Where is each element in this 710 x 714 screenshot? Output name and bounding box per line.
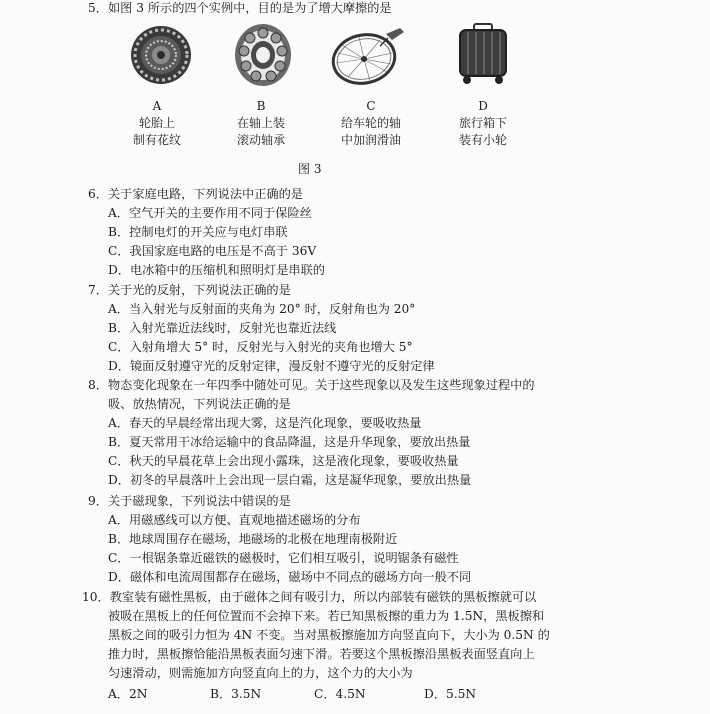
bearing-icon — [232, 22, 294, 88]
q10-option-c: C．4.5N — [314, 687, 366, 701]
q5-item-c: C 给车轮的轴 中加润滑油 — [340, 99, 401, 147]
q7-option-c: C．入射角增大 5° 时，反射光与入射光的夹角也增大 5° — [108, 340, 413, 354]
q10-option-d: D．5.5N — [424, 687, 477, 701]
q7-option-b: B．入射光靠近法线时，反射光也靠近法线 — [108, 321, 337, 335]
q6-option-b: B．控制电灯的开关应与电灯串联 — [108, 225, 288, 239]
q6-option-c: C．我国家庭电路的电压是不高于 36V — [108, 244, 317, 258]
q5-stem: 5．如图 3 所示的四个实例中，目的是为了增大摩擦的是 — [88, 1, 392, 15]
q8-option-d: D．初冬的早晨落叶上会出现一层白霜，这是凝华现象，要放出热量 — [108, 473, 472, 487]
q5-item-d: D 旅行箱下 装有小轮 — [458, 99, 507, 147]
q6-stem: 6．关于家庭电路，下列说法中正确的是 — [88, 187, 303, 201]
q7-option-a: A．当入射光与反射面的夹角为 20° 时，反射角也为 20° — [108, 302, 416, 316]
suitcase-icon — [454, 22, 514, 86]
tire-icon — [128, 24, 194, 86]
q10-stem-line2: 被吸在黑板上的任何位置而不会掉下来。若已知黑板擦的重力为 1.5N，黑板擦和 — [108, 609, 545, 623]
q9-option-d: D．磁体和电流周围都存在磁场，磁场中不同点的磁场方向一般不同 — [108, 570, 472, 584]
q8-option-c: C．秋天的早晨花草上会出现小露珠，这是液化现象，要吸收热量 — [108, 454, 459, 468]
q9-option-b: B．地球周围存在磁场，地磁场的北极在地理南极附近 — [108, 532, 398, 546]
q10-stem-line3: 黑板之间的吸引力恒为 4N 不变。当对黑板擦施加方向竖直向下，大小为 0.5N 的 — [108, 628, 550, 642]
q10-stem-line5: 匀速滑动，则需施加方向竖直向上的力，这个力的大小为 — [108, 666, 413, 680]
q6-option-a: A．空气开关的主要作用不同于保险丝 — [108, 206, 312, 220]
figure-title: 图 3 — [298, 162, 322, 176]
q5-item-b: B 在轴上装 滚动轴承 — [236, 99, 285, 147]
q10-option-a: A．2N — [108, 687, 148, 701]
q10-stem-line4: 推力时，黑板擦恰能沿黑板表面匀速下滑。若要这个黑板擦沿黑板表面竖直向上 — [108, 647, 535, 661]
q9-option-a: A．用磁感线可以方便、直观地描述磁场的分布 — [108, 513, 361, 527]
q8-option-a: A．春天的早晨经常出现大雾，这是汽化现象，要吸收热量 — [108, 416, 422, 430]
q8-stem-line1: 8．物态变化现象在一年四季中随处可见。关于这些现象以及发生这些现象过程中的 — [88, 378, 535, 392]
q7-option-d: D．镜面反射遵守光的反射定律，漫反射不遵守光的反射定律 — [108, 359, 435, 373]
q8-option-b: B．夏天常用干冰给运输中的食品降温，这是升华现象，要放出热量 — [108, 435, 471, 449]
q8-stem-line2: 吸、放热情况，下列说法正确的是 — [108, 397, 291, 411]
q5-item-a: A 轮胎上 制有花纹 — [132, 99, 181, 147]
q7-stem: 7．关于光的反射，下列说法正确的是 — [88, 283, 291, 297]
q9-stem: 9．关于磁现象，下列说法中错误的是 — [88, 494, 291, 508]
wheel-icon — [330, 28, 406, 86]
q10-option-b: B．3.5N — [210, 687, 262, 701]
q10-stem-line1: 10．教室装有磁性黑板，由于磁体之间有吸引力，所以内部装有磁铁的黑板擦就可以 — [82, 590, 537, 604]
q6-option-d: D．电冰箱中的压缩机和照明灯是串联的 — [108, 263, 325, 277]
q9-option-c: C．一根锯条靠近磁铁的磁极时，它们相互吸引，说明锯条有磁性 — [108, 551, 459, 565]
